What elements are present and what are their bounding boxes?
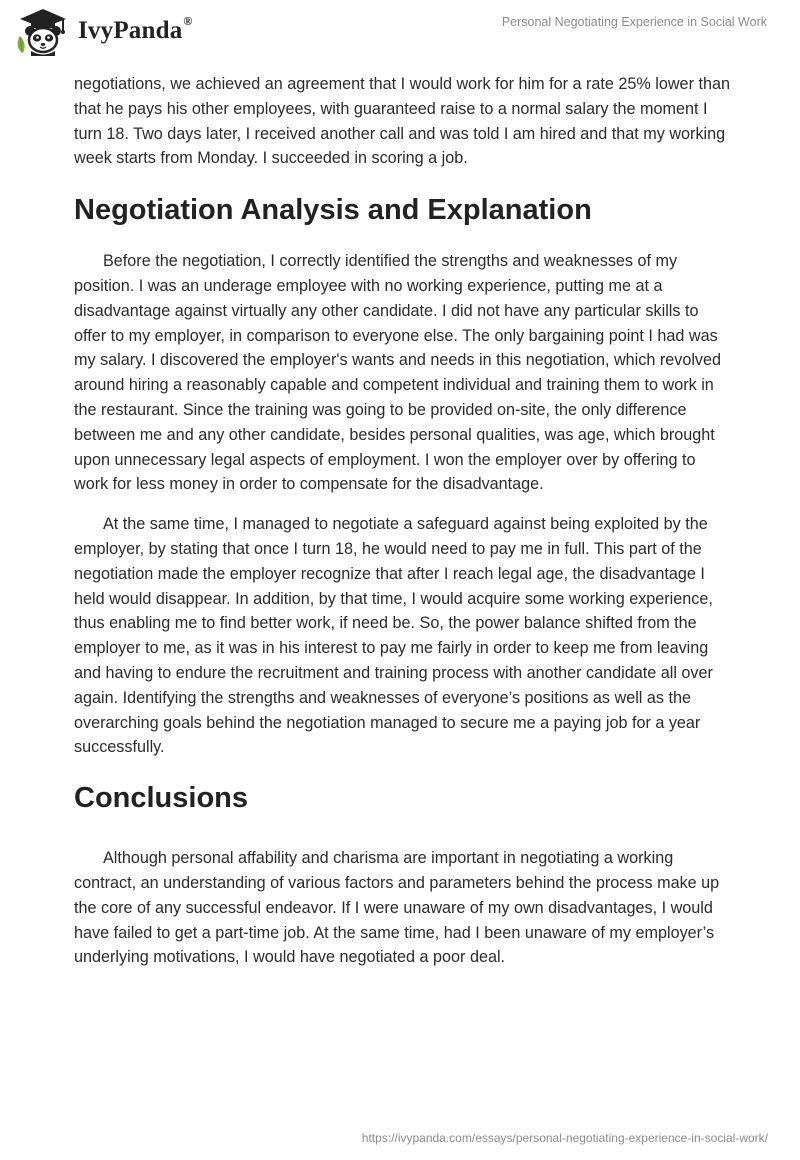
analysis-paragraph-1: Before the negotiation, I correctly identified the strengths and weaknesses of my position. I was an underage employee with no working experience, putting me at a disadvantage against virtually any other candidate. I did not have any particular skills to offer to my employer, in comparison to everyone else. The only bargaining point I had was my salary. I discovered the employer's wants and needs in this negotiation, which revolved around hiring a reasonably capable and competent individual and training them to work in the restaurant. Since the training was going to be provided on-site, the only difference between me and any other candidate, besides personal qualities, was age, which brought upon unnecessary legal aspects of employment. I won the employer over by offering to work for less money in order to compensate for the disadvantage. [74, 252, 722, 494]
analysis-paragraph-2: At the same time, I managed to negotiate a safeguard against being exploited by the employer, by stating that once I turn 18, he would need to pay me in full. This part of the negotiation made the employer recognize that after I reach legal age, the disadvantage I held would disappear. In addition, by that time, I would acquire some working experience, thus enabling me to find better work, if need be. So, the power balance shifted from the employer to me, as it was in his interest to pay me fairly in order to keep me from leaving and having to endure the recruitment and training process with another candidate all over again. Identifying the strengths and weaknesses of everyone’s positions as well as the overarching goals behind the negotiation managed to secure me a paying job for a year successfully. [74, 515, 713, 757]
conclusions-paragraph: Although personal affability and charisma are important in negotiating a working contract, an understanding of various factors and parameters behind the process make up the core of any successful endeavor. If I were unaware of my own disadvantages, I would have failed to get a part-time job. At the same time, had I been unaware of my employer’s underlying motivations, I would have negotiated a poor deal. [74, 849, 720, 967]
ivypanda-logo[interactable] [14, 6, 193, 58]
brand-name [78, 13, 193, 45]
panda-graduate-icon [14, 6, 72, 58]
document-title: Personal Negotiating Experience in Social Work [501, 15, 767, 29]
section-heading-conclusions: Conclusions [74, 782, 249, 815]
article-content [74, 72, 730, 970]
brand-name-text: IvyPanda [78, 17, 183, 44]
section-heading-negotiation-analysis: Negotiation Analysis and Explanation [74, 194, 592, 227]
source-url[interactable]: https://ivypanda.com/essays/personal-negotiating-experience-in-social-work/ [361, 1131, 768, 1145]
page-header [0, 0, 800, 70]
registered-mark: ® [183, 13, 193, 28]
intro-paragraph: negotiations, we achieved an agreement that I would work for him for a rate 25% lower than that he pays his other employees, with guaranteed raise to a normal salary the moment I turn 18. Two days later, I received another call and was told I am hired and that my working week starts from Monday. I succeeded in scoring a job. [74, 75, 730, 168]
